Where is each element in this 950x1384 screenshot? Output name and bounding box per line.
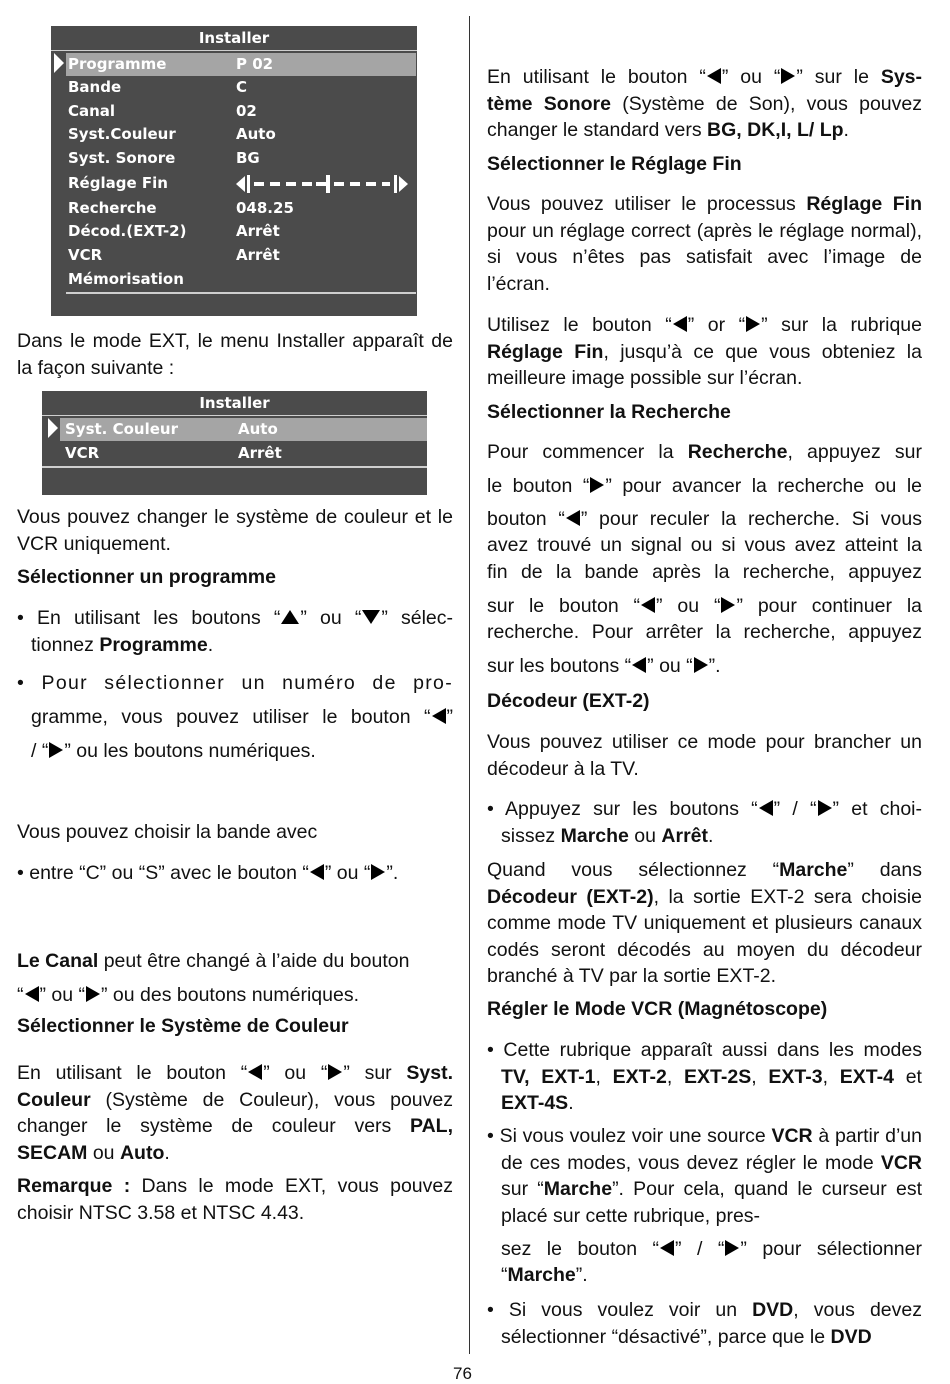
text: , — [751, 1065, 769, 1088]
column-divider — [469, 16, 470, 1354]
text: ” ou “ — [263, 1062, 328, 1084]
text: ou — [628, 824, 662, 847]
menu-row-value: C — [236, 78, 248, 96]
text: sur “ — [501, 1178, 544, 1200]
menu-row-label: Réglage Fin — [68, 174, 168, 192]
text: • Si vous voulez voir un — [487, 1299, 753, 1321]
text: Dans le mode EXT, vous pouvez choisir NTSC 3.58 et NTSC 4.43. — [17, 1175, 453, 1224]
text: , — [822, 1065, 840, 1088]
text: le bouton “ — [487, 475, 590, 497]
heading-vcr: Régler le Mode VCR (Magnétoscope) — [487, 998, 828, 1020]
text: ” dans — [847, 859, 922, 881]
page-number: 76 — [453, 1364, 472, 1383]
text: ” / “ — [675, 1238, 725, 1260]
text: ” / “ — [773, 798, 817, 820]
right-arrow-icon — [781, 68, 795, 84]
fine-tune-slider-icon — [236, 173, 414, 195]
text: Syst. — [406, 1062, 453, 1084]
menu-title: Installer — [51, 26, 417, 51]
menu-bottom-divider — [66, 292, 416, 294]
text: • Appuyez sur les boutons “ — [487, 798, 758, 820]
menu-row-syst-couleur[interactable] — [60, 418, 427, 441]
text: à partir d’un de ces modes, vous devez régler le mode — [501, 1125, 922, 1174]
text: , — [595, 1065, 613, 1088]
right-arrow-icon — [328, 1064, 342, 1080]
menu-title: Installer — [42, 391, 427, 416]
menu-row-label: Programme — [68, 55, 167, 73]
menu-row-value: Auto — [238, 420, 278, 438]
text: changer le système de couleur vers — [17, 1115, 411, 1137]
menu-row-label: Syst.Couleur — [68, 125, 176, 143]
text: ” sur — [343, 1062, 407, 1084]
text: , vous devez sélectionner “désactivé”, parce que le — [501, 1299, 922, 1348]
heading-decodeur: Décodeur (EXT-2) — [487, 690, 650, 712]
text: ” sur la rubrique — [761, 314, 922, 336]
text: avez trouvé un signal ou si vous avez atteint la — [487, 534, 922, 556]
menu-row-label: VCR — [68, 246, 103, 264]
text: bouton “ — [487, 508, 565, 530]
selection-arrow-icon — [54, 53, 64, 73]
text: DVD — [752, 1299, 794, 1321]
right-arrow-icon — [590, 477, 604, 493]
menu-bottom-divider — [42, 466, 427, 468]
menu-row-label: Syst. Couleur — [65, 420, 178, 438]
text: ”. Pour cela, quand le curseur est placé sur cette rubrique, pres- — [501, 1178, 922, 1227]
text: SECAM — [17, 1141, 88, 1164]
menu-row-value: Arrêt — [236, 222, 280, 240]
text: ” et choi- — [832, 798, 922, 820]
fin-paragraph-2 — [487, 312, 922, 392]
couleur-paragraph — [17, 1060, 453, 1166]
text: . — [708, 824, 714, 847]
left-arrow-icon — [707, 68, 721, 84]
ext-change-paragraph: Vous pouvez changer le système de couleur et le VCR uniquement. — [17, 506, 453, 555]
text: ” pour reculer la recherche. Si vous — [580, 508, 922, 530]
text: ” ou “ — [324, 862, 371, 884]
text: Sys- — [880, 66, 923, 88]
text: sez le bouton “ — [501, 1238, 660, 1260]
text: . — [568, 1092, 574, 1114]
text: ” ou des boutons numériques. — [101, 984, 360, 1006]
left-arrow-icon — [673, 316, 687, 332]
installer-menu-ext — [42, 391, 427, 495]
heading-recherche: Sélectionner la Recherche — [487, 401, 731, 423]
text: EXT-4 — [839, 1065, 894, 1088]
text: sur les boutons “ — [487, 654, 632, 677]
text: Marche — [779, 859, 848, 881]
down-arrow-icon — [362, 610, 380, 624]
text: • Pour sélectionner un numéro de pro- — [17, 672, 453, 694]
text: Arrêt — [661, 824, 709, 847]
menu-row-label: Syst. Sonore — [68, 149, 176, 167]
text: EXT-3 — [768, 1065, 823, 1088]
text: . — [164, 1141, 170, 1164]
text: ” ou “ — [656, 595, 721, 617]
ext-intro-paragraph: Dans le mode EXT, le menu Installer apparaît de la façon suivante : — [17, 330, 453, 379]
text: ” ou les boutons numériques. — [64, 740, 316, 762]
text: ” pour sélectionner — [740, 1238, 922, 1260]
text: ” pour avancer la recherche ou le — [605, 475, 922, 497]
menu-row-label: Canal — [68, 102, 116, 120]
menu-row-bande[interactable] — [68, 76, 416, 99]
right-arrow-icon — [371, 864, 385, 880]
menu-row-value: BG — [236, 149, 260, 167]
heading-reglage-fin: Sélectionner le Réglage Fin — [487, 153, 742, 175]
left-arrow-icon — [759, 800, 773, 816]
text: • En utilisant les boutons “ — [17, 607, 281, 629]
text: VCR — [880, 1151, 922, 1174]
heading-programme: Sélectionner un programme — [17, 566, 276, 588]
left-arrow-icon — [310, 864, 324, 880]
menu-row-value: 02 — [236, 102, 257, 120]
son-paragraph — [487, 64, 922, 144]
text: recherche. Pour arrêter la recherche, appuyez — [487, 621, 922, 643]
text: Le Canal — [17, 950, 99, 972]
menu-row-label: Mémorisation — [68, 270, 184, 288]
menu-row-value: Arrêt — [236, 246, 280, 264]
text: ” pour continuer la — [736, 595, 923, 617]
text: , jusqu’à ce que vous obteniez la meilleure image possible sur l’écran. — [487, 340, 922, 389]
bullet-programme-2 — [17, 666, 453, 768]
decodeur-bullet — [487, 796, 922, 849]
text: Pour commencer la — [487, 441, 688, 463]
text: ” ou “ — [647, 654, 693, 677]
text: pour un réglage correct (après le réglage normal), si vous n’êtes pas satisfait avec l’image de l’écran. — [487, 219, 922, 295]
text: En utilisant le bouton “ — [487, 66, 706, 88]
text: En utilisant le bouton “ — [17, 1062, 248, 1084]
recherche-paragraph — [487, 439, 922, 679]
menu-row-syst-sonore[interactable] — [68, 147, 416, 170]
vcr-bullet-1 — [487, 1037, 922, 1117]
left-arrow-icon — [25, 986, 39, 1002]
right-arrow-icon — [49, 742, 63, 758]
text: TV, EXT-1 — [501, 1065, 596, 1088]
text: . — [843, 119, 849, 141]
text: • entre “C” ou “S” avec le bouton “ — [17, 862, 309, 884]
decodeur-paragraph-1: Vous pouvez utiliser ce mode pour brancher un décodeur à la TV. — [487, 731, 922, 780]
menu-row-label: Décod.(EXT-2) — [68, 222, 187, 240]
right-arrow-icon — [725, 1240, 739, 1256]
text: Marche — [560, 824, 629, 847]
text: Couleur — [17, 1088, 91, 1111]
left-arrow-icon — [660, 1240, 674, 1256]
text: PAL, — [410, 1115, 453, 1137]
menu-row-decodeur[interactable] — [68, 220, 416, 243]
text: sur le bouton “ — [487, 595, 641, 617]
menu-row-label: VCR — [65, 444, 100, 462]
vcr-bullet-2 — [487, 1123, 922, 1289]
text: BG, DK,I, L/ Lp — [707, 119, 844, 141]
menu-row-vcr[interactable] — [68, 244, 416, 267]
text: “ — [17, 984, 24, 1006]
text: DVD — [830, 1325, 872, 1348]
menu-row-label: Recherche — [68, 199, 157, 217]
text: Utilisez le bouton “ — [487, 314, 672, 336]
right-arrow-icon — [694, 657, 708, 673]
text: EXT-4S — [501, 1092, 569, 1114]
text: • Si vous voulez voir une source — [487, 1125, 772, 1147]
text: ”. — [575, 1264, 588, 1286]
text: , appuyez sur — [787, 441, 922, 463]
text: (Système de Couleur), vous pouvez — [90, 1088, 453, 1111]
menu-row-recherche[interactable] — [68, 197, 416, 220]
text: Recherche — [687, 441, 788, 463]
text: changer le standard vers — [487, 119, 708, 141]
text: et — [893, 1065, 922, 1088]
text: ” ou “ — [721, 66, 781, 88]
menu-row-label: Bande — [68, 78, 122, 96]
text: sissez — [501, 824, 561, 847]
menu-row-vcr[interactable] — [65, 442, 427, 465]
left-arrow-icon — [641, 597, 655, 613]
text: gramme, vous pouvez utiliser le bouton “ — [31, 706, 431, 728]
text: . — [207, 633, 214, 656]
left-arrow-icon — [632, 657, 646, 673]
text: “ — [501, 1264, 508, 1286]
menu-row-value: P 02 — [236, 55, 274, 73]
fin-paragraph-1 — [487, 191, 922, 297]
text: Programme — [99, 633, 208, 656]
menu-row-memorisation[interactable] — [68, 268, 416, 291]
text: Décodeur (EXT-2) — [487, 885, 654, 908]
text: ” sélec- — [381, 607, 454, 629]
menu-row-reglage-fin[interactable] — [68, 172, 416, 195]
text: ”. — [386, 862, 399, 884]
text: ” ou “ — [300, 607, 362, 629]
text: Réglage Fin — [806, 193, 922, 215]
bullet-programme-1 — [17, 605, 453, 658]
left-arrow-icon — [432, 708, 446, 724]
canal-paragraph — [17, 944, 453, 1012]
bande-intro: Vous pouvez choisir la bande avec — [17, 821, 318, 843]
menu-row-value: Arrêt — [238, 444, 282, 462]
vcr-bullet-3 — [487, 1297, 922, 1350]
text: Marche — [543, 1178, 613, 1200]
installer-menu-full — [51, 26, 417, 316]
text: Auto — [119, 1141, 165, 1164]
text: (Système de Son), vous pouvez — [610, 92, 922, 115]
text: / “ — [31, 740, 49, 762]
menu-row-value: Auto — [236, 125, 276, 143]
menu-row-programme[interactable] — [66, 53, 416, 76]
decodeur-paragraph-2 — [487, 857, 922, 990]
text: tionnez — [31, 633, 100, 656]
text: ” or “ — [687, 314, 746, 336]
text: ” ou “ — [39, 984, 86, 1006]
right-arrow-icon — [818, 800, 832, 816]
text: ” — [446, 706, 453, 728]
text: , la sortie EXT-2 sera choisie comme mode TV uniquement et plusieurs canaux codés seront décodés au moyen du décodeur branché à TV par la sortie EXT-2. — [487, 885, 922, 987]
text: EXT-2S — [684, 1065, 752, 1088]
text: tème Sonore — [487, 92, 611, 115]
text: ou — [87, 1141, 120, 1164]
text: , — [666, 1065, 685, 1088]
text: Quand vous sélectionnez “ — [487, 859, 780, 881]
text: fin de la bande après la recherche, appuyez — [487, 560, 922, 583]
text: • Cette rubrique apparaît aussi dans les modes — [487, 1039, 922, 1061]
text: Réglage Fin — [487, 340, 604, 363]
text: Remarque : — [17, 1175, 131, 1197]
menu-row-syst-couleur[interactable] — [68, 123, 416, 146]
menu-row-value: 048.25 — [236, 199, 294, 217]
left-arrow-icon — [566, 510, 580, 526]
text: ”. — [708, 654, 721, 677]
selection-arrow-icon — [48, 418, 58, 438]
heading-couleur: Sélectionner le Système de Couleur — [17, 1015, 349, 1037]
text: EXT-2 — [612, 1065, 667, 1088]
remarque-paragraph — [17, 1173, 453, 1226]
text: VCR — [771, 1125, 813, 1147]
left-arrow-icon — [248, 1064, 262, 1080]
right-arrow-icon — [86, 986, 100, 1002]
text: Vous pouvez utiliser le processus — [487, 193, 807, 215]
up-arrow-icon — [281, 610, 299, 624]
right-arrow-icon — [721, 597, 735, 613]
text: peut être changé à l’aide du bouton — [98, 950, 410, 972]
bullet-bande — [17, 860, 453, 887]
menu-row-canal[interactable] — [68, 100, 416, 123]
right-arrow-icon — [746, 316, 760, 332]
text: Marche — [507, 1264, 576, 1286]
text: ” sur le — [796, 66, 881, 88]
